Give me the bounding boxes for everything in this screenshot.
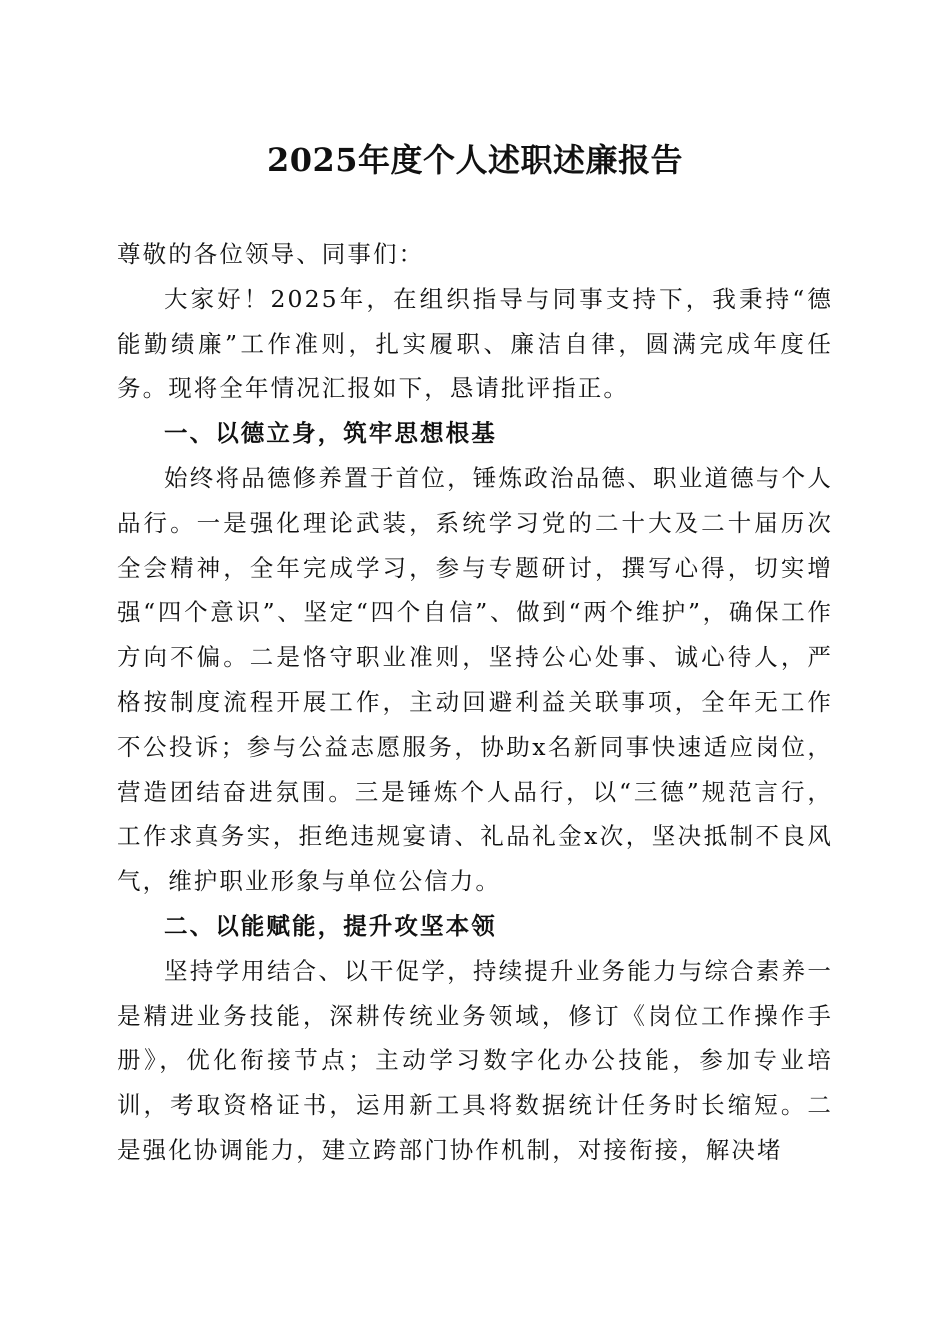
intro-paragraph: 大家好！2025年，在组织指导与同事支持下，我秉持“德能勤绩廉”工作准则，扎实履职、廉洁自律，圆满完成年度任务。现将全年情况汇报如下，恳请批评指正。 — [117, 284, 833, 403]
document-body — [117, 232, 833, 1173]
section-heading-2: 二、以能赋能，提升攻坚本领 — [164, 911, 497, 940]
section-heading-1: 一、以德立身，筑牢思想根基 — [164, 419, 497, 448]
section-paragraph-1: 始终将品德修养置于首位，锤炼政治品德、职业道德与个人品行。一是强化理论武装，系统学习党的二十大及二十届历次全会精神，全年完成学习，参与专题研讨，撰写心得，切实增强“四个意识”、坚定“四个自信”、做到“两个维护”，确保工作方向不偏。二是恪守职业准则，坚持公心处事、诚心待人，严格按制度流程开展工作，主动回避利益关联事项，全年无工作不公投诉；参与公益志愿服务，协助x名新同事快速适应岗位，营造团结奋进氛围。三是锤炼个人品行，以“三德”规范言行，工作求真务实，拒绝违规宴请、礼品礼金x次，坚决抵制不良风气，维护职业形象与单位公信力。 — [117, 463, 833, 896]
salutation: 尊敬的各位领导、同事们： — [117, 240, 425, 268]
section-paragraph-2: 坚持学用结合、以干促学，持续提升业务能力与综合素养一是精进业务技能，深耕传统业务领域，修订《岗位工作操作手册》，优化衔接节点；主动学习数字化办公技能，参加专业培训，考取资格证书，运用新工具将数据统计任务时长缩短。二是强化协调能力，建立跨部门协作机制，对接衔接，解决堵 — [117, 956, 833, 1164]
document-title: 2025年度个人述职述廉报告 — [266, 141, 684, 179]
